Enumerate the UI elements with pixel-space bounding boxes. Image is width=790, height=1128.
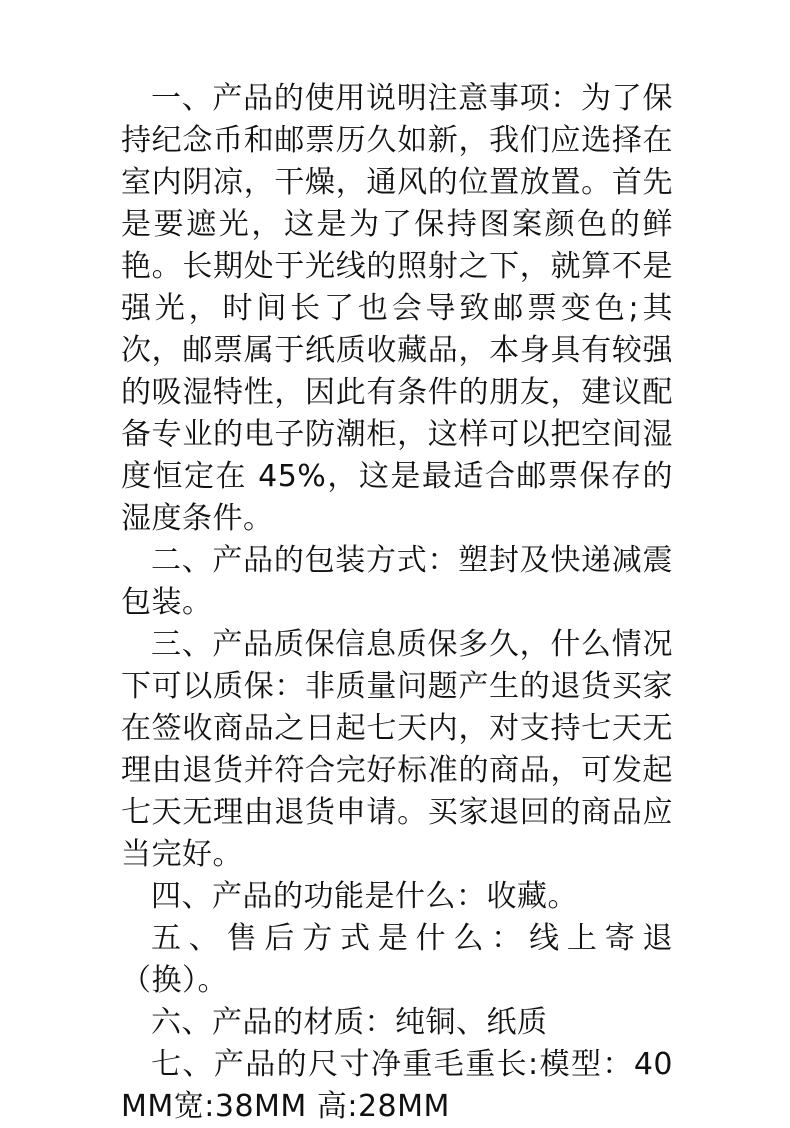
paragraph-usage-notes: 一、产品的使用说明注意事项：为了保持纪念币和邮票历久如新，我们应选择在室内阴凉，干燥，通风的位置放置。首先是要遮光，这是为了保持图案颜色的鲜艳。长期处于光线的照射之下，就算不是强光，时间长了也会导致邮票变色;其次，邮票属于纸质收藏品，本身具有较强的吸湿特性，因此有条件的朋友，建议配备专业的电子防潮柜，这样可以把空间湿度恒定在 45%，这是最适合邮票保存的湿度条件。 xyxy=(121,81,673,536)
paragraph-after-sales: 五、售后方式是什么：线上寄退（换）。 xyxy=(121,921,673,998)
paragraph-dimensions: 七、产品的尺寸净重毛重长:模型：40MM宽:38MM 高:28MM xyxy=(121,1047,673,1124)
paragraph-material: 六、产品的材质：纯铜、纸质 xyxy=(151,1005,548,1040)
paragraph-warranty: 三、产品质保信息质保多久，什么情况下可以质保：非质量问题产生的退货买家在签收商品之日起七天内，对支持七天无理由退货并符合完好标准的商品，可发起七天无理由退货申请。买家退回的商品应当完好。 xyxy=(121,627,673,872)
paragraph-function: 四、产品的功能是什么：收藏。 xyxy=(151,879,578,914)
document-body xyxy=(121,78,673,1128)
paragraph-packaging: 二、产品的包装方式：塑封及快递减震包装。 xyxy=(121,543,673,620)
